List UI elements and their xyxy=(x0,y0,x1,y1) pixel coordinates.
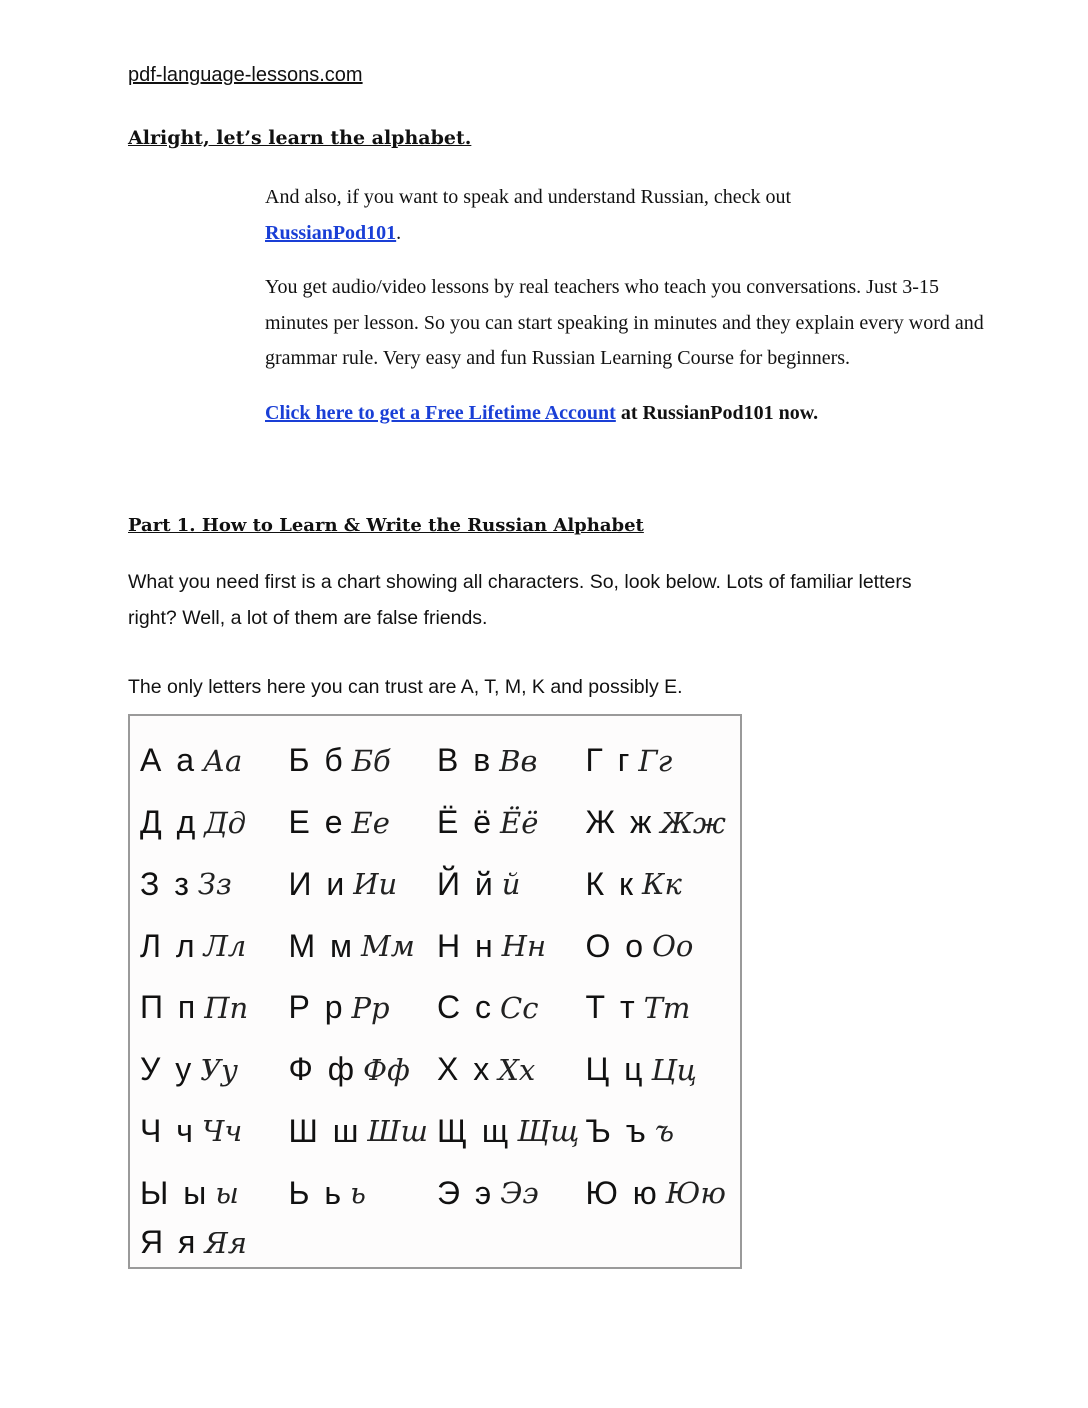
cursive-letter: Жж xyxy=(660,805,726,840)
letter-cell xyxy=(586,792,735,854)
print-letter: К к xyxy=(585,865,637,902)
print-letter: Ы ы xyxy=(140,1174,210,1211)
promo-block xyxy=(265,180,985,450)
print-letter: Е е xyxy=(288,804,346,841)
cursive-letter: Уу xyxy=(200,1052,238,1087)
letter-cell xyxy=(140,1039,289,1101)
print-letter: П п xyxy=(140,989,199,1026)
cursive-letter: Нн xyxy=(501,929,547,964)
letter-cell xyxy=(140,792,289,854)
letter-cell xyxy=(586,1101,735,1163)
cursive-letter: Оо xyxy=(652,929,694,964)
cursive-letter: Тт xyxy=(643,990,691,1025)
print-letter: Ч ч xyxy=(140,1112,196,1149)
letter-cell xyxy=(586,1039,735,1101)
cursive-letter: й xyxy=(501,867,521,902)
letter-cell xyxy=(289,1162,438,1224)
alphabet-grid xyxy=(140,730,734,1261)
cursive-letter: Цц xyxy=(651,1052,697,1087)
alphabet-chart-image xyxy=(128,714,742,1269)
cursive-letter: Бб xyxy=(351,743,391,778)
site-name: pdf-language-lessons.com xyxy=(128,64,363,86)
letter-cell xyxy=(437,1101,586,1163)
part1-paragraph: What you need first is a chart showing all characters. So, look below. Lots of familiar letters right? Well, a lot of them are false friends. xyxy=(128,571,912,629)
cursive-letter: Аа xyxy=(203,743,243,778)
cta-suffix: at RussianPod101 now. xyxy=(615,401,819,424)
part1-heading: Part 1. How to Learn & Write the Russian Alphabet xyxy=(128,515,644,536)
print-letter: Ю ю xyxy=(585,1174,660,1211)
print-letter: Г г xyxy=(585,742,633,779)
letter-cell xyxy=(289,915,438,977)
letter-cell xyxy=(289,792,438,854)
letter-cell xyxy=(437,792,586,854)
print-letter: Ё ё xyxy=(437,804,495,841)
print-letter: О о xyxy=(585,927,647,964)
cursive-letter: Яя xyxy=(204,1225,247,1260)
print-letter: Ъ ъ xyxy=(585,1112,649,1149)
promo-line1 xyxy=(265,180,985,251)
trust-line: The only letters here you can trust are A, T, M, K and possibly E. xyxy=(128,676,683,698)
letter-cell xyxy=(586,977,735,1039)
print-letter: Д д xyxy=(140,804,199,841)
cursive-letter: Фф xyxy=(363,1052,410,1087)
letter-cell xyxy=(289,730,438,792)
cursive-letter: Вв xyxy=(499,743,538,778)
promo-paragraph: You get audio/video lessons by real teachers who teach you conversations. Just 3-15 minutes per lesson. So you can start speaking in minutes and they explain every word and grammar rule. Very easy and fun Russian Learning Course for beginners. xyxy=(265,276,984,369)
print-letter: Т т xyxy=(585,989,638,1026)
print-letter: Р р xyxy=(288,989,346,1026)
cursive-letter: Гг xyxy=(638,743,673,778)
cursive-letter: ы xyxy=(215,1176,239,1211)
print-letter: У у xyxy=(140,1051,195,1088)
print-letter: М м xyxy=(288,927,356,964)
letter-cell xyxy=(140,1162,289,1224)
cursive-letter: Ээ xyxy=(500,1176,539,1211)
letter-cell xyxy=(437,977,586,1039)
cursive-letter: Хх xyxy=(498,1052,536,1087)
print-letter: Й й xyxy=(437,865,496,902)
print-letter: Б б xyxy=(288,742,346,779)
cursive-letter: Ёё xyxy=(500,805,539,840)
print-letter: З з xyxy=(140,865,192,902)
letter-cell xyxy=(289,1039,438,1101)
cursive-letter: Ее xyxy=(351,805,390,840)
promo-line1-text: And also, if you want to speak and understand Russian, check out xyxy=(265,186,792,208)
print-letter: Ф ф xyxy=(288,1051,358,1088)
letter-cell xyxy=(289,977,438,1039)
letter-cell xyxy=(140,915,289,977)
print-letter: С с xyxy=(437,989,494,1026)
letter-cell xyxy=(140,977,289,1039)
cursive-letter: Пп xyxy=(204,990,249,1025)
letter-cell xyxy=(140,1101,289,1163)
print-letter: Я я xyxy=(140,1224,199,1260)
link-suffix: . xyxy=(396,221,402,244)
print-letter: А а xyxy=(140,742,198,779)
cursive-letter: Кк xyxy=(642,867,682,902)
print-letter: Щ щ xyxy=(437,1112,512,1149)
letter-cell xyxy=(437,1039,586,1101)
cursive-letter: Лл xyxy=(203,929,247,964)
cursive-letter: ь xyxy=(350,1176,366,1211)
letter-cell xyxy=(586,915,735,977)
free-account-link[interactable]: Click here to get a Free Lifetime Account xyxy=(265,401,616,424)
print-letter: Х х xyxy=(437,1051,493,1088)
promo-cta xyxy=(265,396,985,432)
letter-cell xyxy=(586,854,735,916)
print-letter: И и xyxy=(288,865,348,902)
cursive-letter: Юю xyxy=(665,1176,726,1211)
letter-cell xyxy=(289,854,438,916)
cursive-letter: Шш xyxy=(367,1114,428,1149)
print-letter: Ь ь xyxy=(288,1174,345,1211)
print-letter: В в xyxy=(437,742,494,779)
letter-cell xyxy=(437,1162,586,1224)
letter-cell xyxy=(289,1101,438,1163)
cursive-letter: Зз xyxy=(197,867,232,902)
cursive-letter: Дд xyxy=(204,805,247,840)
cursive-letter: Чч xyxy=(201,1114,243,1149)
print-letter: Ц ц xyxy=(585,1051,646,1088)
print-letter: Л л xyxy=(140,927,198,964)
letter-cell xyxy=(586,1162,735,1224)
letter-cell xyxy=(140,1224,289,1261)
letter-cell xyxy=(586,730,735,792)
print-letter: Э э xyxy=(437,1174,495,1211)
cursive-letter: Мм xyxy=(361,929,415,964)
letter-cell xyxy=(140,730,289,792)
cursive-letter: ъ xyxy=(654,1114,675,1149)
cursive-letter: Сс xyxy=(500,990,539,1025)
letter-cell xyxy=(140,854,289,916)
print-letter: Н н xyxy=(437,927,496,964)
russianpod101-link[interactable]: RussianPod101 xyxy=(265,221,397,244)
letter-cell xyxy=(437,915,586,977)
letter-cell xyxy=(437,730,586,792)
cursive-letter: Рр xyxy=(351,990,390,1025)
print-letter: Ж ж xyxy=(585,804,655,841)
cursive-letter: Щщ xyxy=(517,1114,580,1149)
letter-cell xyxy=(437,854,586,916)
cursive-letter: Ии xyxy=(353,867,398,902)
intro-heading: Alright, let’s learn the alphabet. xyxy=(128,127,472,149)
print-letter: Ш ш xyxy=(288,1112,362,1149)
